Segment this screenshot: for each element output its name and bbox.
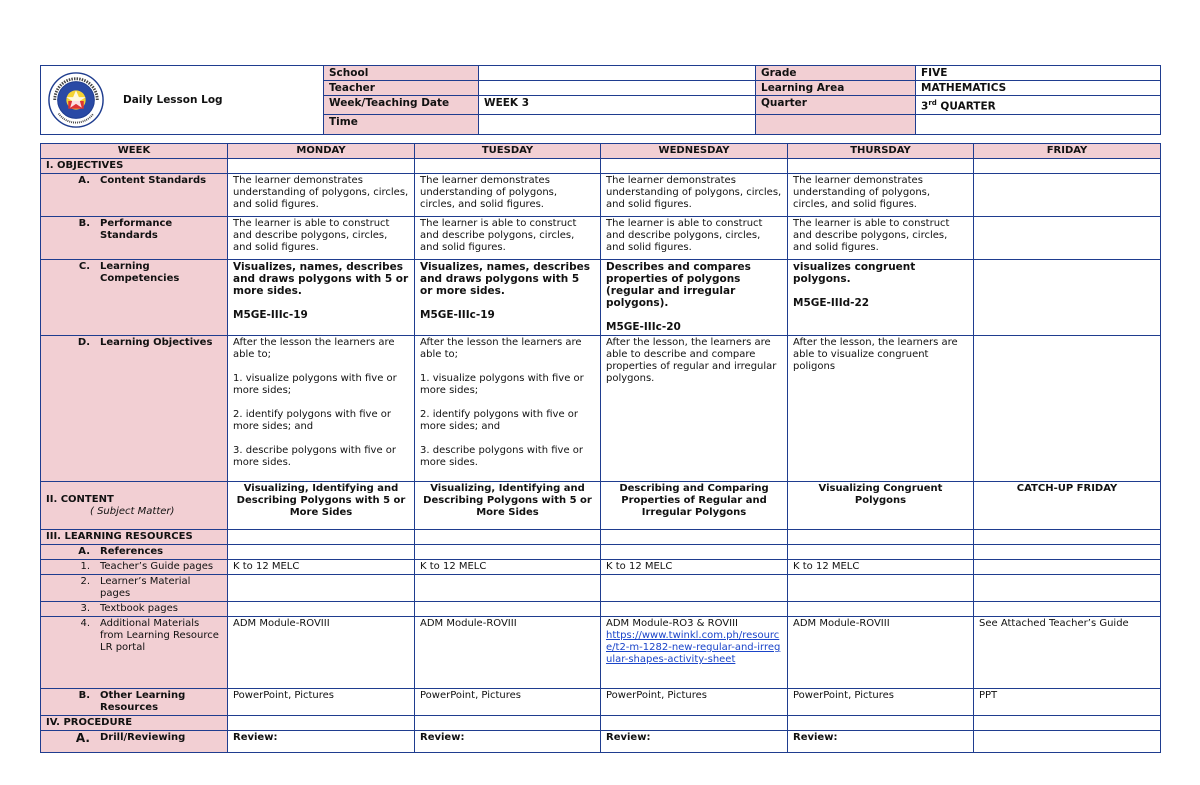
drill-tue: Review: bbox=[415, 731, 601, 753]
content-label: II. CONTENT ( Subject Matter) bbox=[41, 482, 228, 530]
drill-label: A. Drill/Reviewing bbox=[41, 731, 228, 753]
learning-resources-heading: III. LEARNING RESOURCES bbox=[41, 530, 228, 545]
other-wed: PowerPoint, Pictures bbox=[601, 689, 788, 716]
content-thu: Visualizing Congruent Polygons bbox=[788, 482, 974, 530]
twinkl-resource-link[interactable]: https://www.twinkl.com.ph/resource/t2-m-1282-new-regular-and-irregular-shapes-activity-sheet bbox=[606, 630, 781, 665]
other-mon: PowerPoint, Pictures bbox=[228, 689, 415, 716]
procedure-heading: IV. PROCEDURE bbox=[41, 716, 228, 731]
quarter-suffix: rd bbox=[928, 99, 937, 107]
am-fri: See Attached Teacher’s Guide bbox=[974, 617, 1161, 689]
references-label: A. References bbox=[41, 545, 228, 560]
content-tue: Visualizing, Identifying and Describing Polygons with 5 or More Sides bbox=[415, 482, 601, 530]
learning-objectives-wed: After the lesson, the learners are able to describe and compare properties of regular and irregular polygons. bbox=[601, 336, 788, 482]
other-thu: PowerPoint, Pictures bbox=[788, 689, 974, 716]
learning-area-value: MATHEMATICS bbox=[916, 81, 1161, 96]
performance-standards-wed: The learner is able to construct and describe polygons, circles, and solid figures. bbox=[601, 217, 788, 260]
learning-objectives-mon: After the lesson the learners are able to; 1. visualize polygons with five or more sides; 2. identify polygons with five or more sides; and 3. describe polygons with five or more sides. bbox=[228, 336, 415, 482]
other-tue: PowerPoint, Pictures bbox=[415, 689, 601, 716]
header-table bbox=[40, 65, 1161, 135]
drill-fri bbox=[974, 731, 1161, 753]
competencies-wed: Describes and compares properties of polygons (regular and irregular polygons). M5GE-IIIc-20 bbox=[601, 260, 788, 336]
content-mon: Visualizing, Identifying and Describing Polygons with 5 or More Sides bbox=[228, 482, 415, 530]
school-label: School bbox=[324, 66, 479, 81]
competencies-fri bbox=[974, 260, 1161, 336]
am-thu: ADM Module-ROVIII bbox=[788, 617, 974, 689]
content-standards-thu: The learner demonstrates understanding of polygons, circles, and solid figures. bbox=[788, 174, 974, 217]
tg-tue: K to 12 MELC bbox=[415, 560, 601, 575]
tg-fri bbox=[974, 560, 1161, 575]
content-wed: Describing and Comparing Properties of Regular and Irregular Polygons bbox=[601, 482, 788, 530]
performance-standards-tue: The learner is able to construct and describe polygons, circles, and solid figures. bbox=[415, 217, 601, 260]
performance-standards-thu: The learner is able to construct and describe polygons, circles, and solid figures. bbox=[788, 217, 974, 260]
learning-area-label: Learning Area bbox=[756, 81, 916, 96]
learners-material-label: 2. Learner’s Material pages bbox=[41, 575, 228, 602]
quarter-value bbox=[916, 96, 1161, 115]
col-header-week: WEEK bbox=[41, 144, 228, 159]
performance-standards-label: B. Performance Standards bbox=[41, 217, 228, 260]
content-standards-mon: The learner demonstrates understanding of polygons, circles, and solid figures. bbox=[228, 174, 415, 217]
learning-objectives-label: D. Learning Objectives bbox=[41, 336, 228, 482]
deped-seal-icon bbox=[47, 71, 105, 129]
learning-objectives-thu: After the lesson, the learners are able to visualize congruent poligons bbox=[788, 336, 974, 482]
time-field[interactable] bbox=[479, 114, 756, 134]
learning-objectives-fri bbox=[974, 336, 1161, 482]
other-fri: PPT bbox=[974, 689, 1161, 716]
content-standards-tue: The learner demonstrates understanding of polygons, circles, and solid figures. bbox=[415, 174, 601, 217]
document-title: Daily Lesson Log bbox=[123, 93, 223, 106]
content-standards-fri bbox=[974, 174, 1161, 217]
col-header-wednesday: WEDNESDAY bbox=[601, 144, 788, 159]
drill-thu: Review: bbox=[788, 731, 974, 753]
textbook-label: 3. Textbook pages bbox=[41, 602, 228, 617]
teachers-guide-label: 1. Teacher’s Guide pages bbox=[41, 560, 228, 575]
competencies-mon: Visualizes, names, describes and draws polygons with 5 or more sides. M5GE-IIIc-19 bbox=[228, 260, 415, 336]
tg-wed: K to 12 MELC bbox=[601, 560, 788, 575]
am-mon: ADM Module-ROVIII bbox=[228, 617, 415, 689]
other-resources-label: B. Other Learning Resources bbox=[41, 689, 228, 716]
col-header-thursday: THURSDAY bbox=[788, 144, 974, 159]
grade-value: FIVE bbox=[916, 66, 1161, 81]
performance-standards-mon: The learner is able to construct and describe polygons, circles, and solid figures. bbox=[228, 217, 415, 260]
teacher-field[interactable] bbox=[479, 81, 756, 96]
am-tue: ADM Module-ROVIII bbox=[415, 617, 601, 689]
grade-label: Grade bbox=[756, 66, 916, 81]
content-standards-label: A. Content Standards bbox=[41, 174, 228, 217]
competencies-tue: Visualizes, names, describes and draws polygons with 5 or more sides. M5GE-IIIc-19 bbox=[415, 260, 601, 336]
time-label: Time bbox=[324, 114, 479, 134]
learning-objectives-tue: After the lesson the learners are able to; 1. visualize polygons with five or more sides; 2. identify polygons with five or more sides; and 3. describe polygons with five or more sides. bbox=[415, 336, 601, 482]
content-fri: CATCH-UP FRIDAY bbox=[974, 482, 1161, 530]
col-header-monday: MONDAY bbox=[228, 144, 415, 159]
lesson-log-table bbox=[40, 143, 1161, 753]
drill-mon: Review: bbox=[228, 731, 415, 753]
school-field[interactable] bbox=[479, 66, 756, 81]
competencies-thu: visualizes congruent polygons. M5GE-IIId-22 bbox=[788, 260, 974, 336]
column-header-row bbox=[41, 144, 1161, 159]
am-wed: ADM Module-RO3 & ROVIII https://www.twinkl.com.ph/resource/t2-m-1282-new-regular-and-irregular-shapes-activity-sheet bbox=[601, 617, 788, 689]
tg-mon: K to 12 MELC bbox=[228, 560, 415, 575]
objectives-heading: I. OBJECTIVES bbox=[41, 159, 228, 174]
week-label: Week/Teaching Date bbox=[324, 96, 479, 115]
week-value: WEEK 3 bbox=[479, 96, 756, 115]
col-header-tuesday: TUESDAY bbox=[415, 144, 601, 159]
tg-thu: K to 12 MELC bbox=[788, 560, 974, 575]
drill-wed: Review: bbox=[601, 731, 788, 753]
quarter-label: Quarter bbox=[756, 96, 916, 115]
time-empty-value bbox=[916, 114, 1161, 134]
performance-standards-fri bbox=[974, 217, 1161, 260]
learning-competencies-label: C. Learning Competencies bbox=[41, 260, 228, 336]
teacher-label: Teacher bbox=[324, 81, 479, 96]
quarter-number: 3 bbox=[921, 100, 929, 113]
additional-materials-label: 4. Additional Materials from Learning Resource LR portal bbox=[41, 617, 228, 689]
quarter-text: QUARTER bbox=[936, 100, 996, 113]
header-logo-cell bbox=[41, 66, 324, 135]
col-header-friday: FRIDAY bbox=[974, 144, 1161, 159]
content-standards-wed: The learner demonstrates understanding of polygons, circles, and solid figures. bbox=[601, 174, 788, 217]
time-empty-label bbox=[756, 114, 916, 134]
